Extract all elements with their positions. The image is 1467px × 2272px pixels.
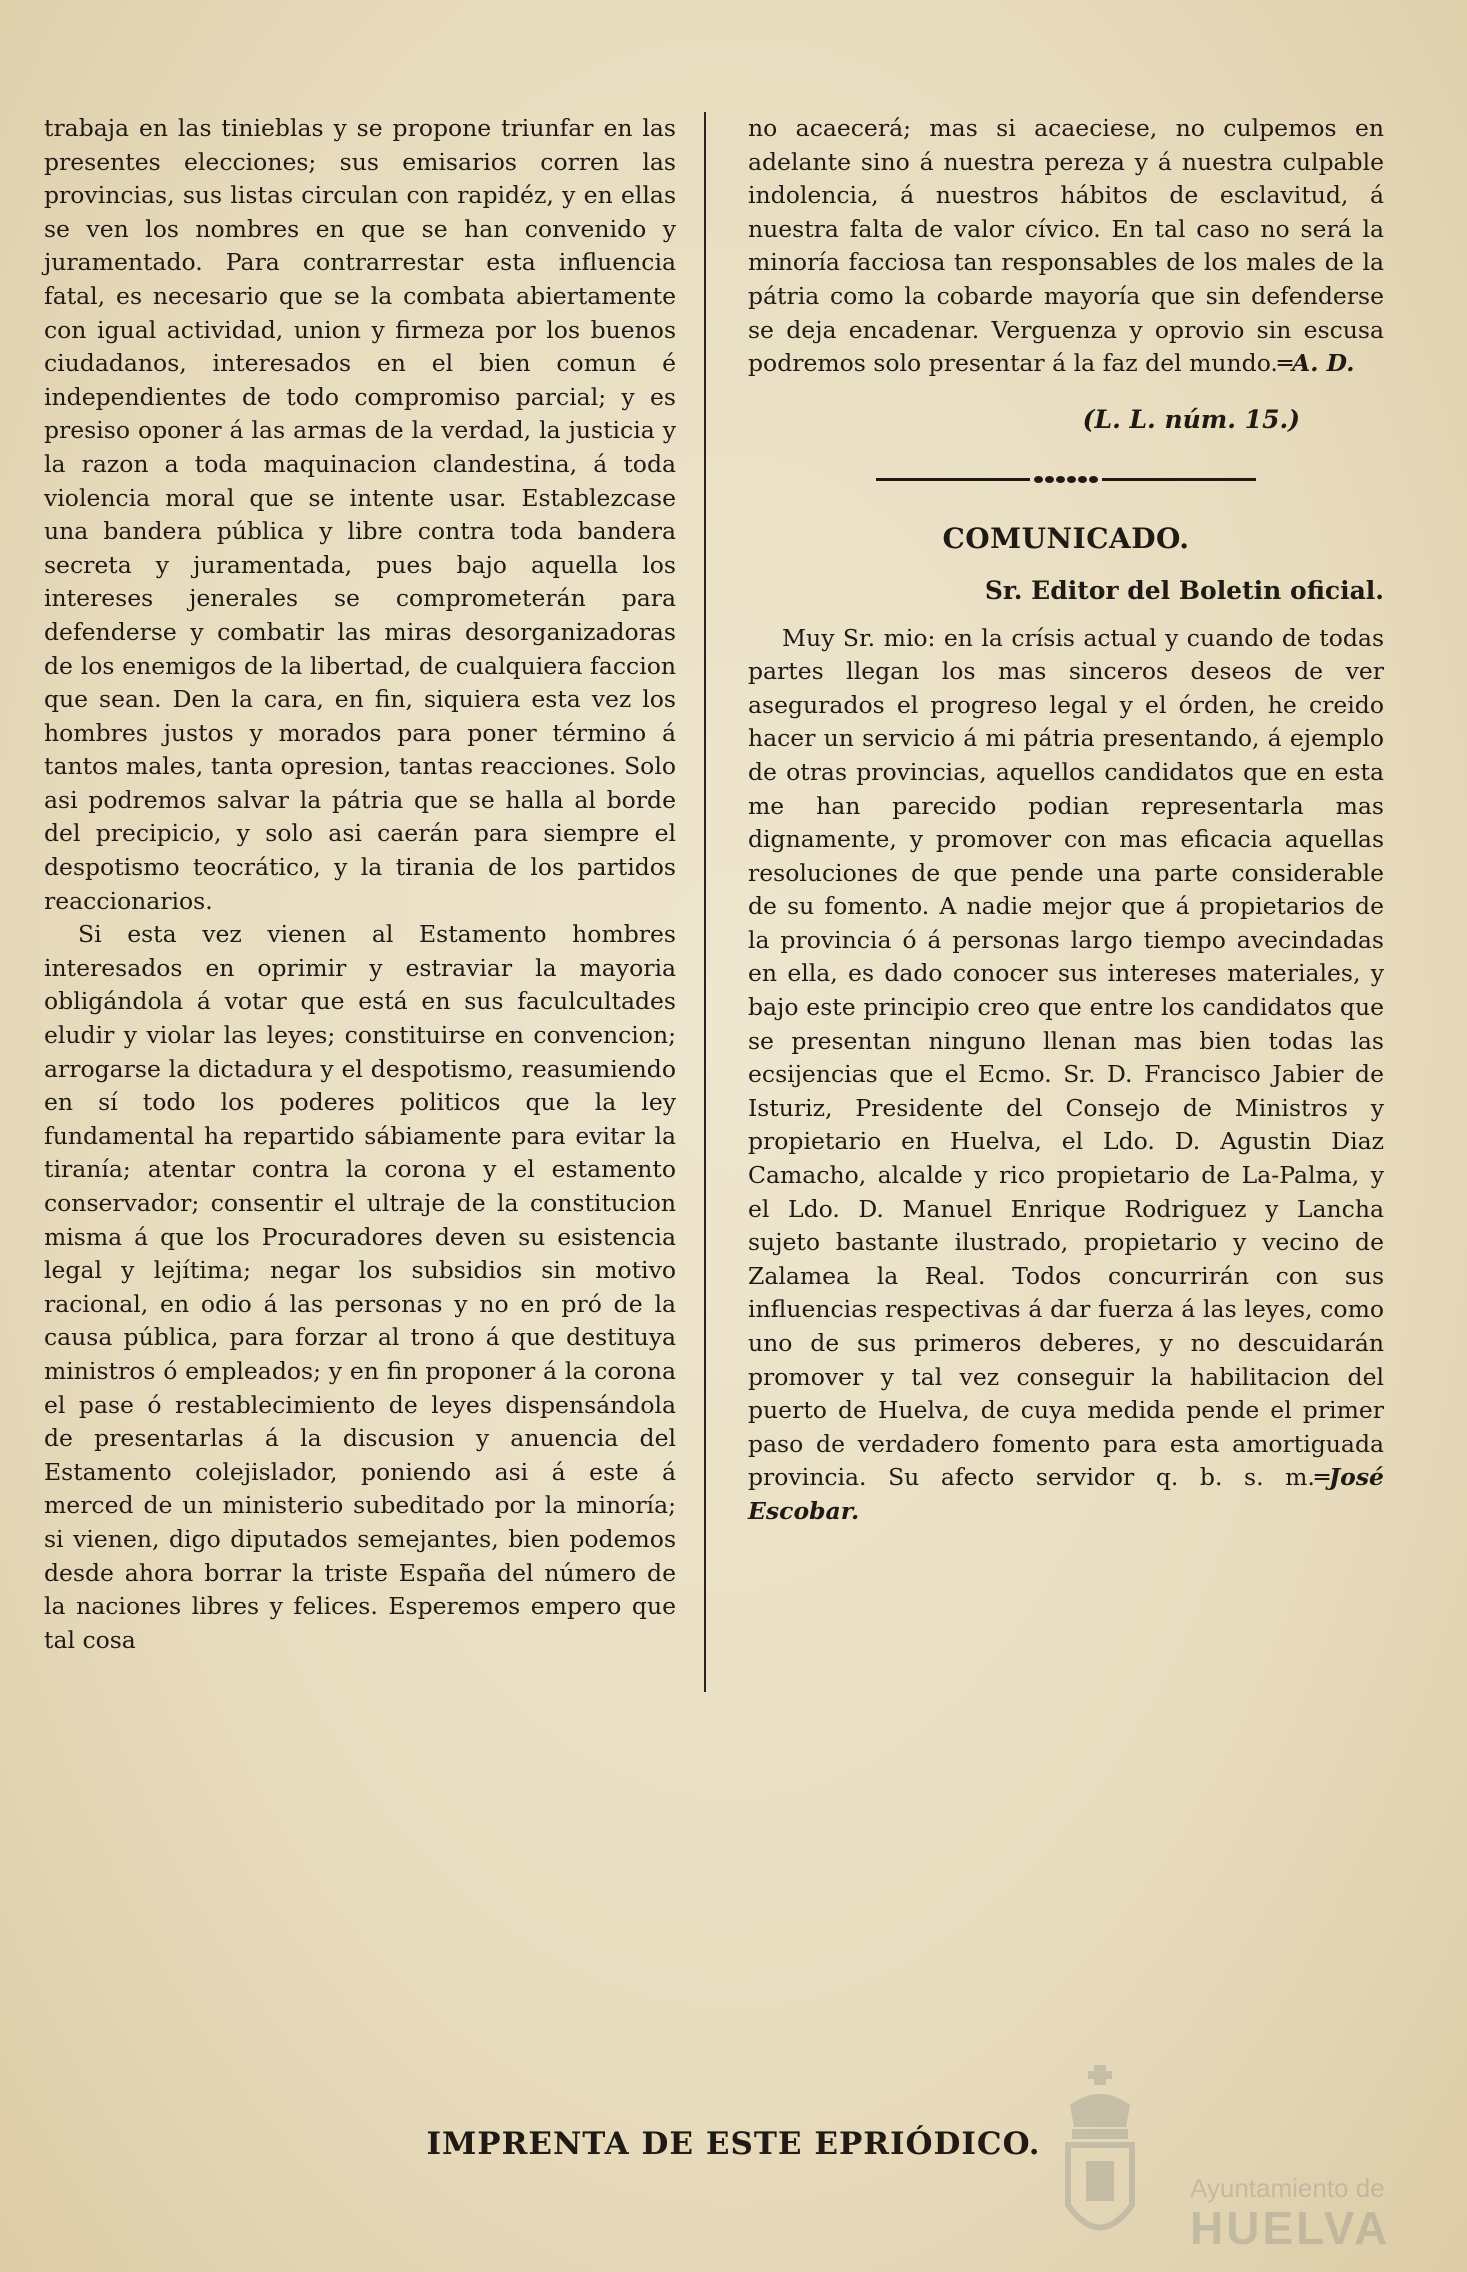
column-divider [704, 112, 706, 1692]
continuation-signature: ═A. D. [1277, 349, 1355, 378]
printer-imprint: IMPRENTA DE ESTE EPRIÓDICO. [426, 2126, 1041, 2162]
watermark-small-text: Ayuntamiento de [1190, 2173, 1385, 2203]
right-column [748, 112, 1384, 1529]
watermark-big-text: HUELVA [1190, 2202, 1391, 2254]
letter-salutation: Sr. Editor del Boletin oficial. [984, 575, 1384, 605]
crown-crest-icon [1060, 2065, 1140, 2250]
letter-body [748, 622, 1384, 1529]
left-column [44, 112, 676, 1657]
letter-text: Muy Sr. mio: en la crísis actual y cuando de todas partes llegan los mas sinceros deseos de ver asegurados el progreso legal y el órden, he creido hacer un servicio á mi pátria presentando, á ejemplo de otras provincias, aquellos candidatos que en esta me han parecido podian representarla mas dignamente, y promover con mas eficacia aquellas resoluciones de que pende una parte considerable de su fomento. A nadie mejor que á propietarios de la provincia ó á personas largo tiempo avecindadas en ella, es dado conocer sus intereses materiales, y bajo este principio creo que entre los candidatos que se presentan ninguno llenan mas bien todas las ecsijencias que el Ecmo. Sr. D. Francisco Jabier de Isturiz, Presidente del Consejo de Ministros y propietario en Huelva, el Ldo. D. Agustin Diaz Camacho, alcalde y rico propietario de La-Palma, y el Ldo. D. Manuel Enrique Rodriguez y Lancha sujeto bastante ilustrado, propietario y vecino de Zalamea la Real. Todos concurrirán con sus influencias respectivas á dar fuerza á las leyes, como uno de sus primeros deberes, y no descuidarán promover y tal vez conseguir la habilitacion del puerto de Huelva, de cuya medida pende el primer paso de verdadero fomento para esta amortiguada provincia. Su afecto servidor q. b. s. m. [748, 623, 1384, 1492]
continuation-text: no acaecerá; mas si acaeciese, no culpemos en adelante sino á nuestra pereza y á nuestra culpable indolencia, á nuestros hábitos de esclavitud, á nuestra falta de valor cívico. En tal caso no será la minoría facciosa tan responsables de los males de la pátria como la cobarde mayoría que sin defenderse se deja encadenar. Verguenza y oprovio sin escusa podremos solo presentar á la faz del mundo. [748, 114, 1384, 378]
section-heading: COMUNICADO. [942, 522, 1190, 556]
left-paragraph-1: trabaja en las tinieblas y se propone triunfar en las presentes elecciones; sus emisarios corren las provincias, sus listas circulan con rapidéz, y en ellas se ven los nombres en que se han convenido y juramentado. Para contrarrestar esta influencia fatal, es necesario que se la combata abiertamente con igual actividad, union y firmeza por los buenos ciudadanos, interesados en el bien comun é independientes de todo compromiso parcial; y es presiso oponer á las armas de la verdad, la justicia y la razon a toda maquinacion clandestina, á toda violencia moral que se intente usar. Establezcase una bandera pública y libre contra toda bandera secreta y juramentada, pues bajo aquella los intereses jenerales se comprometerán para defenderse y combatir las miras desorganizadoras de los enemigos de la libertad, de cualquiera faccion que sean. Den la cara, en fin, siquiera esta vez los hombres justos y morados para poner término á tantos males, tanta opresion, tantas reacciones. Solo asi podremos salvar la pátria que se halla al borde del precipicio, y solo asi caerán para siempre el despotismo teocrático, y la tirania de los partidos reaccionarios. [44, 114, 676, 915]
left-paragraph-2: Si esta vez vienen al Estamento hombres interesados en oprimir y estraviar la mayoria obligándola á votar que está en sus faculcultades eludir y violar las leyes; constituirse en convencion; arrogarse la dictadura y el despotismo, reasumiendo en sí todo los poderes politicos que la ley fundamental ha repartido sábiamente para evitar la tiranía; atentar contra la corona y el estamento conservador; consentir el ultraje de la constitucion misma á que los Procuradores deven su esistencia legal y lejítima; negar los subsidios sin motivo racional, en odio á las personas y no en pró de la causa pública, para forzar al trono á que destituya ministros ó empleados; y en fin proponer á la corona el pase ó restablecimiento de leyes dispensándola de presentarlas á la discusion y anuencia del Estamento colejislador, poniendo asi á este á merced de un ministerio subeditado por la minoría; si vienen, digo diputados semejantes, bien podemos desde ahora borrar la triste España del número de la naciones libres y felices. Esperemos empero que tal cosa [44, 920, 676, 1654]
source-reference: (L. L. núm. 15.) [1082, 404, 1300, 434]
ornamental-divider [876, 472, 1256, 486]
letter-signature: ═José Escobar. [748, 1463, 1384, 1525]
continuation-paragraph [748, 112, 1384, 381]
archive-watermark [1060, 2065, 1400, 2265]
